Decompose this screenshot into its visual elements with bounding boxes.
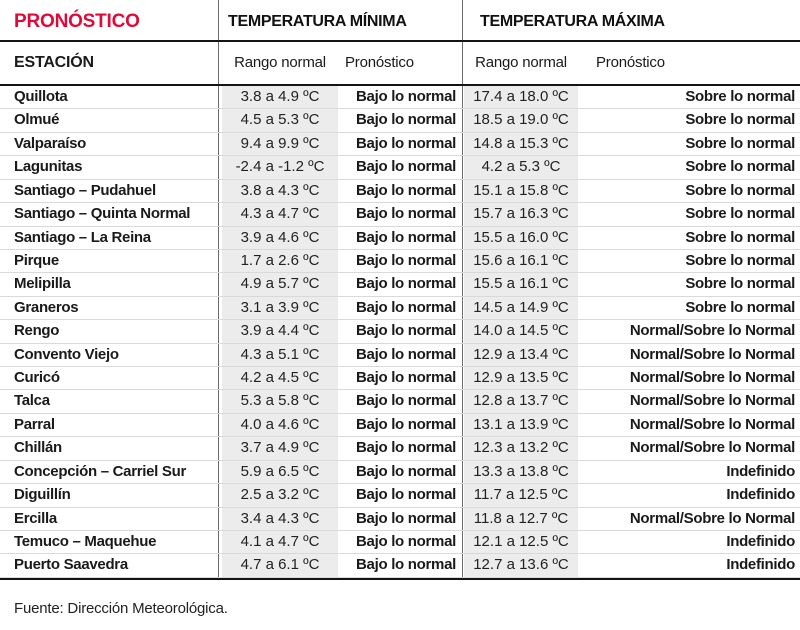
station-name: Lagunitas <box>14 158 83 176</box>
table-title: PRONÓSTICO <box>14 11 140 32</box>
min-forecast-value: Bajo lo normal <box>356 158 456 176</box>
min-range-value: 3.8 a 4.3 ºC <box>240 181 320 199</box>
station-name: Talca <box>14 392 50 410</box>
column-header-max-range: Rango normal <box>475 54 567 71</box>
max-forecast-value: Indefinido <box>726 556 795 574</box>
max-range-value: 12.9 a 13.4 ºC <box>473 345 569 363</box>
min-forecast-value: Bajo lo normal <box>356 228 456 246</box>
max-forecast-value: Sobre lo normal <box>685 298 795 316</box>
table-row <box>0 344 800 367</box>
min-forecast-value: Bajo lo normal <box>356 298 456 316</box>
max-forecast-value: Sobre lo normal <box>685 251 795 269</box>
forecast-table-body <box>0 86 800 578</box>
min-range-value: 3.7 a 4.9 ºC <box>240 439 320 457</box>
min-forecast-value: Bajo lo normal <box>356 415 456 433</box>
table-row <box>0 156 800 179</box>
table-row <box>0 180 800 203</box>
table-row <box>0 320 800 343</box>
min-forecast-value: Bajo lo normal <box>356 486 456 504</box>
station-name: Concepción – Carriel Sur <box>14 462 187 480</box>
min-forecast-value: Bajo lo normal <box>356 462 456 480</box>
max-forecast-value: Normal/Sobre lo Normal <box>629 509 795 527</box>
max-forecast-value: Sobre lo normal <box>685 134 795 152</box>
max-forecast-value: Normal/Sobre lo Normal <box>629 322 795 340</box>
table-row <box>0 250 800 273</box>
station-name: Santiago – La Reina <box>14 228 151 246</box>
max-range-value: 12.9 a 13.5 ºC <box>473 369 569 387</box>
max-range-value: 12.7 a 13.6 ºC <box>473 556 569 574</box>
max-forecast-value: Indefinido <box>726 486 795 504</box>
station-name: Ercilla <box>14 509 57 527</box>
station-name: Valparaíso <box>14 134 87 152</box>
station-name: Temuco – Maquehue <box>14 533 157 551</box>
column-header-max-forecast: Pronóstico <box>596 54 665 71</box>
table-row <box>0 554 800 577</box>
section-header-min-temp: TEMPERATURA MÍNIMA <box>228 13 407 30</box>
min-range-value: 2.5 a 3.2 ºC <box>240 486 320 504</box>
station-name: Graneros <box>14 298 79 316</box>
min-range-value: 4.5 a 5.3 ºC <box>240 111 320 129</box>
max-forecast-value: Sobre lo normal <box>685 181 795 199</box>
max-forecast-value: Normal/Sobre lo Normal <box>629 369 795 387</box>
table-row <box>0 227 800 250</box>
max-forecast-value: Normal/Sobre lo Normal <box>629 415 795 433</box>
table-row <box>0 86 800 109</box>
min-range-value: 5.9 a 6.5 ºC <box>240 462 320 480</box>
station-name: Olmué <box>14 111 60 129</box>
table-row <box>0 461 800 484</box>
min-forecast-value: Bajo lo normal <box>356 181 456 199</box>
max-range-value: 13.3 a 13.8 ºC <box>473 462 569 480</box>
table-row <box>0 531 800 554</box>
min-range-value: 3.4 a 4.3 ºC <box>240 509 320 527</box>
station-name: Pirque <box>14 251 59 269</box>
min-forecast-value: Bajo lo normal <box>356 251 456 269</box>
table-bottom-rule <box>0 578 800 580</box>
min-forecast-value: Bajo lo normal <box>356 533 456 551</box>
min-range-value: -2.4 a -1.2 ºC <box>235 158 325 176</box>
min-range-value: 3.8 a 4.9 ºC <box>240 88 320 105</box>
min-range-value: 9.4 a 9.9 ºC <box>240 134 320 152</box>
max-range-value: 11.7 a 12.5 ºC <box>473 486 569 504</box>
max-range-value: 12.1 a 12.5 ºC <box>473 533 569 551</box>
min-forecast-value: Bajo lo normal <box>356 392 456 410</box>
max-forecast-value: Sobre lo normal <box>685 111 795 129</box>
min-range-value: 3.9 a 4.4 ºC <box>240 322 320 340</box>
min-forecast-value: Bajo lo normal <box>356 205 456 223</box>
station-name: Chillán <box>14 439 62 457</box>
max-forecast-value: Normal/Sobre lo Normal <box>629 392 795 410</box>
header-rule <box>0 40 800 42</box>
min-forecast-value: Bajo lo normal <box>356 134 456 152</box>
max-range-value: 15.1 a 15.8 ºC <box>473 181 569 199</box>
min-forecast-value: Bajo lo normal <box>356 439 456 457</box>
table-row <box>0 109 800 132</box>
source-credit: Fuente: Dirección Meteorológica. <box>14 600 228 617</box>
min-range-value: 3.9 a 4.6 ºC <box>240 228 320 246</box>
max-range-value: 12.3 a 13.2 ºC <box>473 439 569 457</box>
max-forecast-value: Sobre lo normal <box>685 205 795 223</box>
min-range-value: 4.1 a 4.7 ºC <box>240 533 320 551</box>
max-forecast-value: Sobre lo normal <box>685 88 795 105</box>
max-range-value: 15.5 a 16.1 ºC <box>473 275 569 293</box>
station-name: Diguillín <box>14 486 71 504</box>
table-row <box>0 390 800 413</box>
table-row <box>0 414 800 437</box>
table-row <box>0 484 800 507</box>
station-name: Quillota <box>14 88 68 105</box>
min-range-value: 4.7 a 6.1 ºC <box>240 556 320 574</box>
station-name: Melipilla <box>14 275 71 293</box>
column-header-station: ESTACIÓN <box>14 54 94 71</box>
max-forecast-value: Sobre lo normal <box>685 275 795 293</box>
station-name: Santiago – Quinta Normal <box>14 205 191 223</box>
column-header-min-range: Rango normal <box>234 54 326 71</box>
table-row <box>0 367 800 390</box>
table-row <box>0 437 800 460</box>
max-forecast-value: Indefinido <box>726 533 795 551</box>
max-forecast-value: Sobre lo normal <box>685 158 795 176</box>
min-forecast-value: Bajo lo normal <box>356 322 456 340</box>
max-range-value: 14.0 a 14.5 ºC <box>473 322 569 340</box>
max-forecast-value: Indefinido <box>726 462 795 480</box>
min-forecast-value: Bajo lo normal <box>356 275 456 293</box>
column-header-min-forecast: Pronóstico <box>345 54 414 71</box>
max-range-value: 11.8 a 12.7 ºC <box>473 509 569 527</box>
min-forecast-value: Bajo lo normal <box>356 345 456 363</box>
max-range-value: 15.5 a 16.0 ºC <box>473 228 569 246</box>
table-row <box>0 508 800 531</box>
max-range-value: 14.5 a 14.9 ºC <box>473 298 569 316</box>
max-range-value: 15.7 a 16.3 ºC <box>473 205 569 223</box>
min-range-value: 4.3 a 5.1 ºC <box>240 345 320 363</box>
min-forecast-value: Bajo lo normal <box>356 369 456 387</box>
table-row <box>0 203 800 226</box>
min-range-value: 3.1 a 3.9 ºC <box>240 298 320 316</box>
table-row <box>0 273 800 296</box>
max-forecast-value: Normal/Sobre lo Normal <box>629 345 795 363</box>
max-range-value: 14.8 a 15.3 ºC <box>473 134 569 152</box>
min-forecast-value: Bajo lo normal <box>356 556 456 574</box>
min-forecast-value: Bajo lo normal <box>356 111 456 129</box>
max-range-value: 15.6 a 16.1 ºC <box>473 251 569 269</box>
station-name: Santiago – Pudahuel <box>14 181 156 199</box>
min-forecast-value: Bajo lo normal <box>356 509 456 527</box>
min-range-value: 5.3 a 5.8 ºC <box>240 392 320 410</box>
station-name: Convento Viejo <box>14 345 119 363</box>
station-name: Parral <box>14 415 55 433</box>
station-name: Rengo <box>14 322 60 340</box>
max-range-value: 4.2 a 5.3 ºC <box>481 158 561 176</box>
min-range-value: 4.3 a 4.7 ºC <box>240 205 320 223</box>
station-name: Curicó <box>14 369 60 387</box>
min-range-value: 4.9 a 5.7 ºC <box>240 275 320 293</box>
min-forecast-value: Bajo lo normal <box>356 88 456 105</box>
max-range-value: 17.4 a 18.0 ºC <box>473 88 569 105</box>
max-forecast-value: Normal/Sobre lo Normal <box>629 439 795 457</box>
max-range-value: 12.8 a 13.7 ºC <box>473 392 569 410</box>
min-range-value: 4.2 a 4.5 ºC <box>240 369 320 387</box>
section-header-max-temp: TEMPERATURA MÁXIMA <box>480 13 665 30</box>
max-range-value: 13.1 a 13.9 ºC <box>473 415 569 433</box>
max-forecast-value: Sobre lo normal <box>685 228 795 246</box>
min-range-value: 1.7 a 2.6 ºC <box>240 251 320 269</box>
table-row <box>0 133 800 156</box>
max-range-value: 18.5 a 19.0 ºC <box>473 111 569 129</box>
min-range-value: 4.0 a 4.6 ºC <box>240 415 320 433</box>
table-row <box>0 297 800 320</box>
station-name: Puerto Saavedra <box>14 556 128 574</box>
